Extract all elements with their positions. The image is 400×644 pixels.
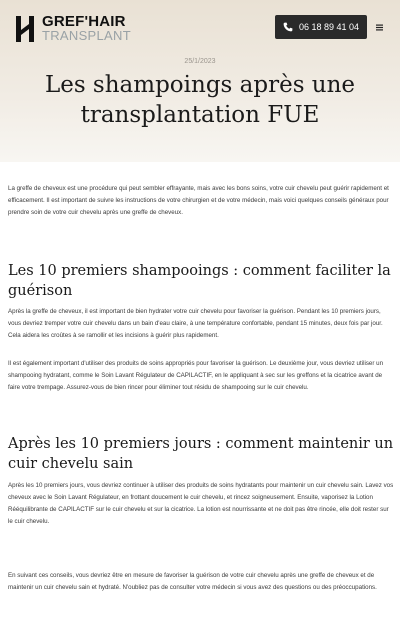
logo-name: GREF'HAIR: [42, 13, 126, 30]
phone-button[interactable]: [275, 15, 367, 39]
section1-paragraph-2: Il est également important d'utiliser des produits de soins appropriés pour favoriser la guérison. Le deuxième jour, vous devriez utiliser un shampooing hydratant, comme le Soin Lavant Régulateur de CAPILACTIF, en le appliquant à sec sur les greffons et la cicatrice avant de faire votre trempage. Assurez-vous de bien rincer pour éliminer tout résidu de shampooing sur le cuir chevelu.: [8, 360, 384, 391]
logo-h-icon: [16, 16, 36, 42]
hero-banner: [0, 0, 400, 162]
menu-button[interactable]: [370, 15, 388, 39]
site-header: [0, 0, 400, 56]
section-heading-after-10-days: Après les 10 premiers jours : comment maintenir un cuir chevelu sain: [8, 436, 394, 472]
section-heading-first-shampoos: Les 10 premiers shampooings : comment faciliter la guérison: [8, 263, 391, 299]
menu-icon: [376, 24, 383, 31]
section2-paragraph-1: Après les 10 premiers jours, vous devriez continuer à utiliser des produits de soins hydratants pour maintenir un cuir chevelu sain. Lavez vos cheveux avec le Soin Lavant Régulateur, en frottant doucement le cuir chevelu, et rincez soigneusement. Ensuite, vaporisez la Lotion Rééquilibrante de CAPILACTIF sur le cuir chevelu et sur la cicatrice. La lotion est nourrissante et ne doit pas être rincée, elle doit rester sur le cuir chevelu.: [8, 482, 394, 525]
logo-subtitle: TRANSPLANT: [42, 28, 131, 43]
article-date: 25/1/2023: [184, 58, 216, 65]
phone-number: 06 18 89 41 04: [298, 22, 360, 32]
intro-paragraph: La greffe de cheveux est une procédure qui peut sembler effrayante, mais avec les bons soins, votre cuir chevelu peut guérir rapidement et efficacement. Il est important de suivre les instructions de votre chirurgien et de votre médecin, mais voici quelques conseils généraux pour prendre soin de votre cuir chevelu après une greffe de cheveux.: [8, 185, 389, 216]
logo-text: [42, 14, 131, 42]
article-title: Les shampoings après une transplantation FUE: [44, 72, 356, 128]
phone-icon: [283, 22, 293, 32]
section2-paragraph-2: En suivant ces conseils, vous devriez être en mesure de favoriser la guérison de votre cuir chevelu après une greffe de cheveux et de maintenir un cuir chevelu sain et hydraté. N'oubliez pas de consulter votre médecin si vous avez des questions ou des préoccupations.: [8, 572, 377, 591]
section1-paragraph-1: Après la greffe de cheveux, il est important de bien hydrater votre cuir chevelu pour favoriser la guérison. Pendant les 10 premiers jours, vous devriez tremper votre cuir chevelu dans un bain d'eau claire, à une température confortable, pendant 15 minutes, deux fois par jour. Cela aidera les croûtes à se ramollir et les incisions à guérir plus rapidement.: [8, 308, 383, 339]
